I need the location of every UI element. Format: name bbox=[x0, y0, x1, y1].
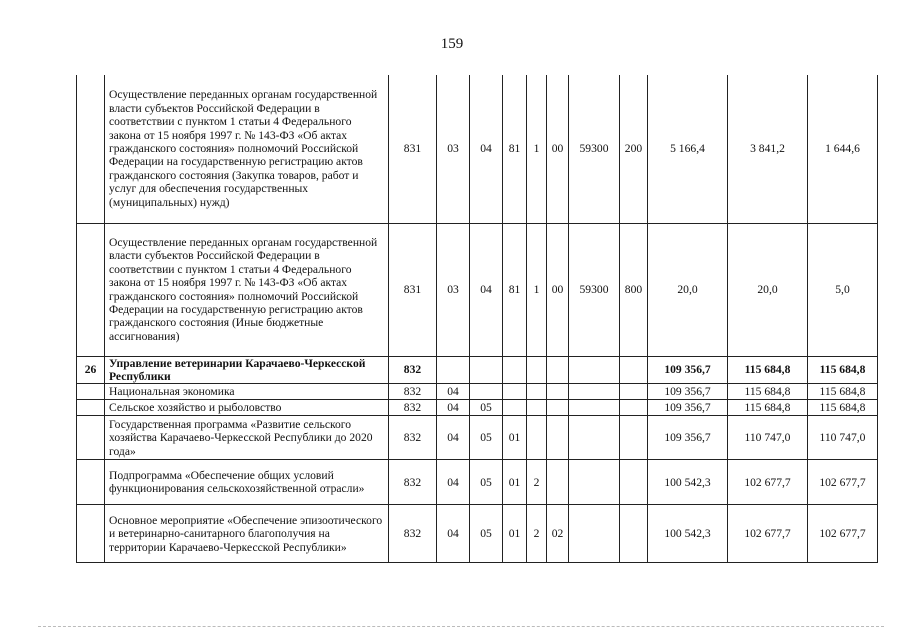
amount-year-2: 3 841,2 bbox=[728, 75, 808, 223]
amount-year-2: 115 684,8 bbox=[728, 400, 808, 416]
program-code bbox=[503, 400, 527, 416]
table-row bbox=[77, 75, 878, 223]
amount-year-1: 20,0 bbox=[648, 223, 728, 356]
subsection-code: 05 bbox=[470, 505, 503, 563]
activity-code bbox=[547, 416, 569, 460]
section-code: 04 bbox=[437, 460, 470, 505]
page-edge-line bbox=[38, 626, 884, 627]
activity-code bbox=[547, 384, 569, 400]
ved-code: 832 bbox=[389, 505, 437, 563]
activity-code: 00 bbox=[547, 75, 569, 223]
expense-type-code: 200 bbox=[620, 75, 648, 223]
table-row bbox=[77, 505, 878, 563]
row-number bbox=[77, 400, 105, 416]
table-row bbox=[77, 223, 878, 356]
amount-year-3: 115 684,8 bbox=[808, 384, 878, 400]
table-row bbox=[77, 416, 878, 460]
amount-year-3: 5,0 bbox=[808, 223, 878, 356]
program-code: 81 bbox=[503, 75, 527, 223]
section-code: 04 bbox=[437, 505, 470, 563]
table-row bbox=[77, 400, 878, 416]
expense-type-code bbox=[620, 400, 648, 416]
amount-year-2: 115 684,8 bbox=[728, 384, 808, 400]
amount-year-3: 1 644,6 bbox=[808, 75, 878, 223]
amount-year-1: 109 356,7 bbox=[648, 384, 728, 400]
subsection-code: 05 bbox=[470, 400, 503, 416]
table-row bbox=[77, 356, 878, 384]
subsection-code bbox=[470, 356, 503, 384]
subsection-code: 05 bbox=[470, 416, 503, 460]
direction-code bbox=[569, 505, 620, 563]
subprogram-code bbox=[527, 416, 547, 460]
amount-year-1: 100 542,3 bbox=[648, 505, 728, 563]
table-row bbox=[77, 460, 878, 505]
subprogram-code bbox=[527, 356, 547, 384]
amount-year-1: 109 356,7 bbox=[648, 400, 728, 416]
program-code: 81 bbox=[503, 223, 527, 356]
direction-code: 59300 bbox=[569, 75, 620, 223]
activity-code bbox=[547, 400, 569, 416]
section-code: 04 bbox=[437, 416, 470, 460]
amount-year-1: 100 542,3 bbox=[648, 460, 728, 505]
program-code bbox=[503, 356, 527, 384]
ved-code: 832 bbox=[389, 400, 437, 416]
table-row bbox=[77, 384, 878, 400]
row-name: Управление ветеринарии Карачаево-Черкесской Республики bbox=[105, 356, 389, 384]
amount-year-2: 20,0 bbox=[728, 223, 808, 356]
expense-type-code bbox=[620, 460, 648, 505]
row-name: Осуществление переданных органам государственной власти субъектов Российской Федерации в соответствии с пунктом 1 статьи 4 Федерального закона от 15 ноября 1997 г. № 143-ФЗ «Об актах гражданского состояния» полномочий Российской Федерации на государственную регистрацию актов гражданского состояния (Закупка товаров, работ и услуг для обеспечения государственных (муниципальных) нужд) bbox=[105, 75, 389, 223]
amount-year-2: 115 684,8 bbox=[728, 356, 808, 384]
amount-year-2: 110 747,0 bbox=[728, 416, 808, 460]
amount-year-3: 115 684,8 bbox=[808, 356, 878, 384]
section-code: 03 bbox=[437, 75, 470, 223]
expense-type-code: 800 bbox=[620, 223, 648, 356]
ved-code: 832 bbox=[389, 356, 437, 384]
activity-code bbox=[547, 460, 569, 505]
row-number bbox=[77, 223, 105, 356]
direction-code bbox=[569, 460, 620, 505]
subsection-code: 05 bbox=[470, 460, 503, 505]
ved-code: 832 bbox=[389, 460, 437, 505]
ved-code: 831 bbox=[389, 75, 437, 223]
amount-year-3: 110 747,0 bbox=[808, 416, 878, 460]
direction-code bbox=[569, 416, 620, 460]
row-name: Осуществление переданных органам государственной власти субъектов Российской Федерации в соответствии с пунктом 1 статьи 4 Федерального закона от 15 ноября 1997 г. № 143-ФЗ «Об актах гражданского состояния» полномочий Российской Федерации на государственную регистрацию актов гражданского состояния (Иные бюджетные ассигнования) bbox=[105, 223, 389, 356]
subprogram-code: 2 bbox=[527, 460, 547, 505]
amount-year-3: 115 684,8 bbox=[808, 400, 878, 416]
subsection-code: 04 bbox=[470, 223, 503, 356]
subprogram-code: 1 bbox=[527, 223, 547, 356]
direction-code bbox=[569, 384, 620, 400]
program-code: 01 bbox=[503, 505, 527, 563]
row-number bbox=[77, 460, 105, 505]
program-code: 01 bbox=[503, 460, 527, 505]
row-name: Сельское хозяйство и рыболовство bbox=[105, 400, 389, 416]
program-code bbox=[503, 384, 527, 400]
amount-year-1: 5 166,4 bbox=[648, 75, 728, 223]
program-code: 01 bbox=[503, 416, 527, 460]
expense-type-code bbox=[620, 356, 648, 384]
budget-table bbox=[76, 75, 878, 563]
row-number bbox=[77, 505, 105, 563]
ved-code: 832 bbox=[389, 384, 437, 400]
expense-type-code bbox=[620, 384, 648, 400]
amount-year-3: 102 677,7 bbox=[808, 460, 878, 505]
row-number bbox=[77, 75, 105, 223]
page-number: 159 bbox=[440, 36, 464, 52]
section-code bbox=[437, 356, 470, 384]
direction-code bbox=[569, 400, 620, 416]
activity-code: 02 bbox=[547, 505, 569, 563]
subprogram-code: 1 bbox=[527, 75, 547, 223]
row-name: Подпрограмма «Обеспечение общих условий функционирования сельскохозяйственной отрасли» bbox=[105, 460, 389, 505]
subsection-code: 04 bbox=[470, 75, 503, 223]
row-number bbox=[77, 384, 105, 400]
section-code: 03 bbox=[437, 223, 470, 356]
amount-year-1: 109 356,7 bbox=[648, 416, 728, 460]
section-code: 04 bbox=[437, 400, 470, 416]
row-name: Национальная экономика bbox=[105, 384, 389, 400]
row-name: Основное мероприятие «Обеспечение эпизоотического и ветеринарно-санитарного благополучия на территории Карачаево-Черкесской Республики» bbox=[105, 505, 389, 563]
amount-year-1: 109 356,7 bbox=[648, 356, 728, 384]
activity-code bbox=[547, 356, 569, 384]
expense-type-code bbox=[620, 416, 648, 460]
row-number bbox=[77, 416, 105, 460]
subprogram-code bbox=[527, 400, 547, 416]
activity-code: 00 bbox=[547, 223, 569, 356]
subprogram-code: 2 bbox=[527, 505, 547, 563]
subsection-code bbox=[470, 384, 503, 400]
row-number: 26 bbox=[77, 356, 105, 384]
direction-code: 59300 bbox=[569, 223, 620, 356]
ved-code: 832 bbox=[389, 416, 437, 460]
expense-type-code bbox=[620, 505, 648, 563]
subprogram-code bbox=[527, 384, 547, 400]
amount-year-3: 102 677,7 bbox=[808, 505, 878, 563]
row-name: Государственная программа «Развитие сельского хозяйства Карачаево-Черкесской Республики до 2020 года» bbox=[105, 416, 389, 460]
ved-code: 831 bbox=[389, 223, 437, 356]
amount-year-2: 102 677,7 bbox=[728, 460, 808, 505]
direction-code bbox=[569, 356, 620, 384]
section-code: 04 bbox=[437, 384, 470, 400]
amount-year-2: 102 677,7 bbox=[728, 505, 808, 563]
